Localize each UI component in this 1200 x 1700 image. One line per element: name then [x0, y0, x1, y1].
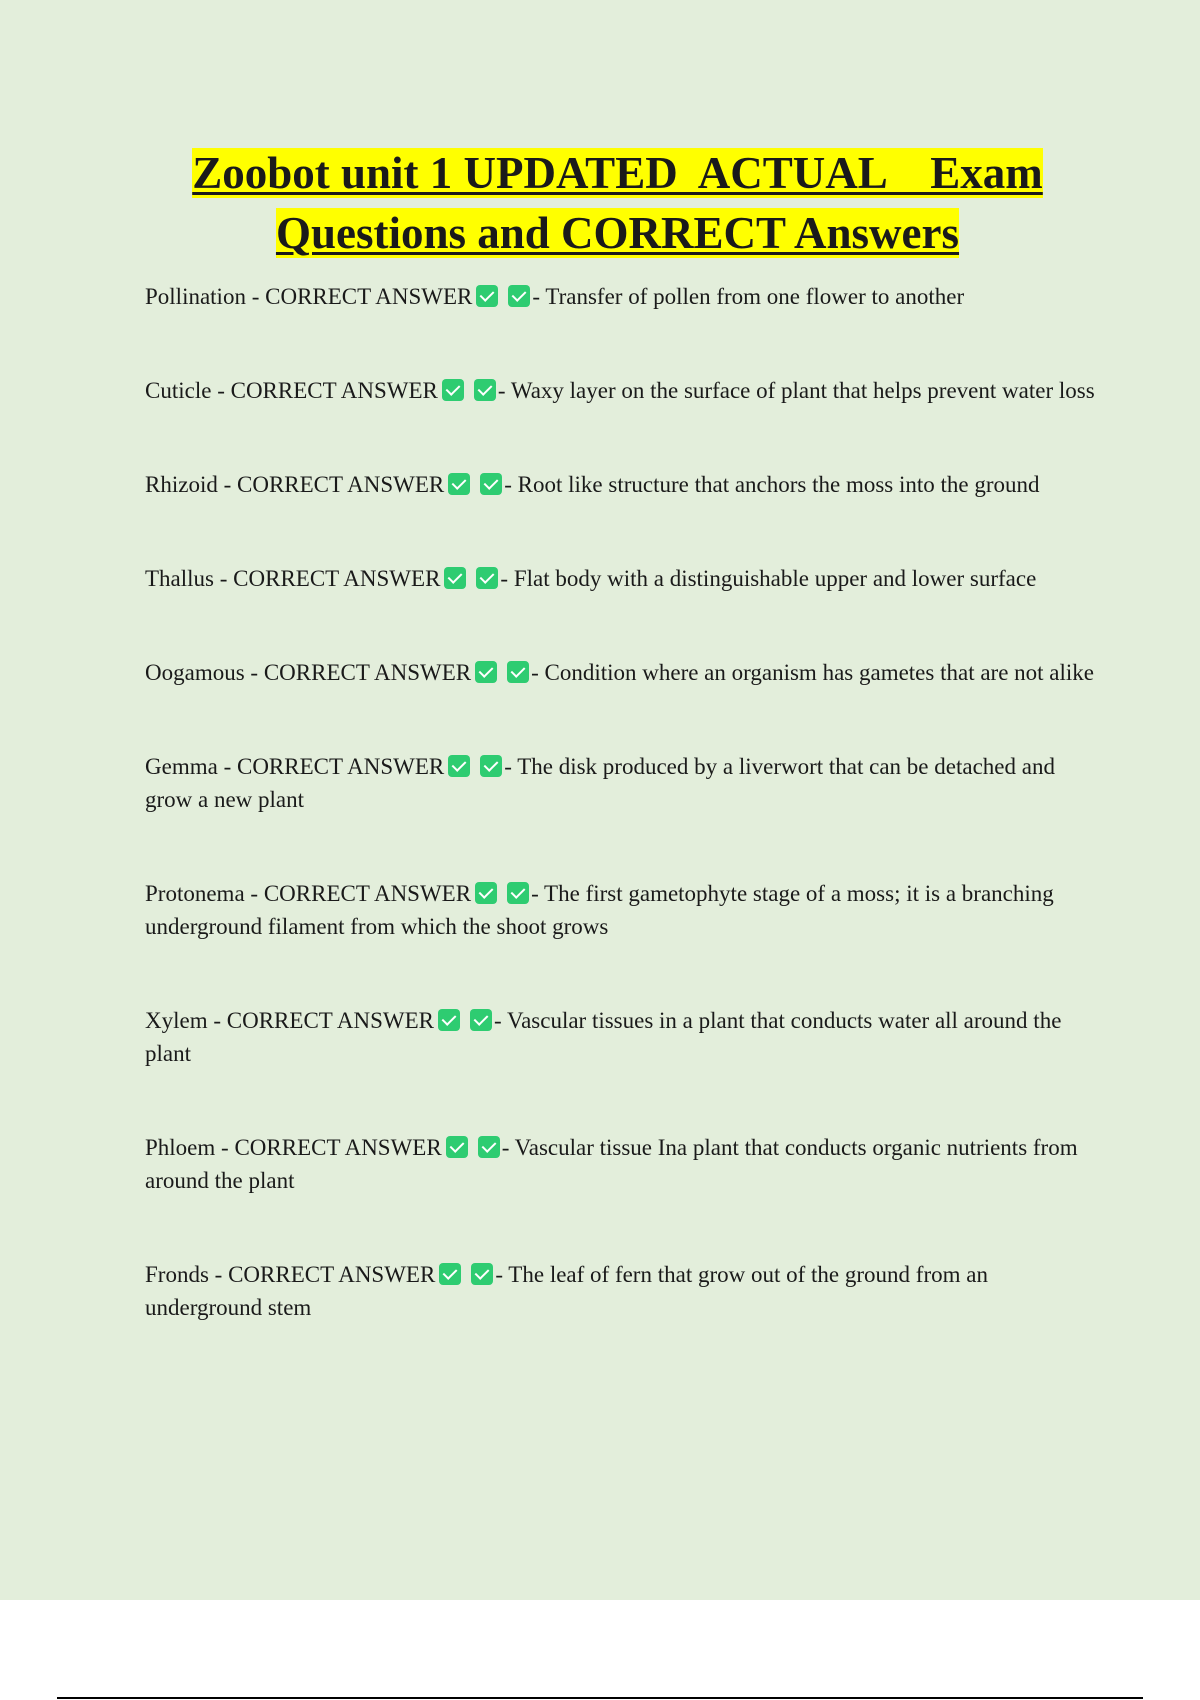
check-box-icon — [507, 661, 529, 683]
qa-connector: - CORRECT ANSWER — [217, 472, 445, 497]
qa-answer: - Condition where an organism has gametes that are not alike — [531, 660, 1094, 685]
check-box-icon — [442, 379, 464, 401]
qa-answer: - The leaf of fern that grow out of the ground from an underground stem — [145, 1262, 988, 1320]
qa-connector: - CORRECT ANSWER — [217, 754, 445, 779]
qa-answer: - Vascular tissues in a plant that conducts water all around the plant — [145, 1008, 1062, 1066]
qa-connector: - CORRECT ANSWER — [244, 660, 472, 685]
qa-answer: - Flat body with a distinguishable upper and lower surface — [500, 566, 1037, 591]
qa-answer: - The first gametophyte stage of a moss; it is a branching underground filament from which the shoot grows — [145, 881, 1054, 939]
qa-term: Thallus — [145, 566, 214, 591]
check-box-icon — [448, 755, 470, 777]
qa-item — [145, 877, 1105, 943]
qa-item — [145, 1258, 1105, 1324]
qa-item — [145, 374, 1105, 407]
qa-item — [145, 750, 1105, 816]
qa-connector: - CORRECT ANSWER — [211, 378, 438, 403]
check-box-icon — [439, 1263, 461, 1285]
qa-answer: - Vascular tissue Ina plant that conducts organic nutrients from around the plant — [145, 1135, 1078, 1193]
check-box-icon — [476, 567, 498, 589]
qa-term: Pollination — [145, 284, 246, 309]
qa-list — [145, 280, 1105, 1385]
qa-item — [145, 656, 1105, 689]
check-box-icon — [446, 1136, 468, 1158]
check-box-icon — [476, 285, 498, 307]
check-box-icon — [480, 755, 502, 777]
check-box-icon — [478, 1136, 500, 1158]
check-box-icon — [508, 285, 530, 307]
footer-divider — [57, 1697, 1143, 1699]
qa-term: Rhizoid — [145, 472, 218, 497]
qa-term: Protonema — [145, 881, 245, 906]
qa-term: Fronds — [145, 1262, 209, 1287]
qa-item — [145, 1004, 1105, 1070]
page-title — [140, 143, 1095, 263]
qa-item — [145, 562, 1105, 595]
check-box-icon — [475, 882, 497, 904]
qa-answer: - Transfer of pollen from one flower to another — [532, 284, 965, 309]
qa-connector: - CORRECT ANSWER — [207, 1008, 435, 1033]
qa-term: Gemma — [145, 754, 218, 779]
qa-connector: - CORRECT ANSWER — [215, 1135, 442, 1160]
check-box-icon — [438, 1009, 460, 1031]
qa-term: Oogamous — [145, 660, 245, 685]
check-box-icon — [448, 473, 470, 495]
qa-answer: - The disk produced by a liverwort that can be detached and grow a new plant — [145, 754, 1055, 812]
qa-answer: - Root like structure that anchors the moss into the ground — [504, 472, 1040, 497]
qa-item — [145, 1131, 1105, 1197]
qa-term: Phloem — [145, 1135, 216, 1160]
qa-term: Xylem — [145, 1008, 208, 1033]
check-box-icon — [470, 1009, 492, 1031]
title-line-2: Questions and CORRECT Answers — [275, 208, 960, 258]
check-box-icon — [507, 882, 529, 904]
qa-answer: - Waxy layer on the surface of plant that helps prevent water loss — [497, 378, 1095, 403]
title-line-1: Zoobot unit 1 UPDATED ACTUAL Exam — [192, 148, 1043, 198]
qa-connector: - CORRECT ANSWER — [208, 1262, 436, 1287]
title-text — [140, 143, 1095, 263]
qa-connector: - CORRECT ANSWER — [245, 284, 473, 309]
qa-term: Cuticle — [145, 378, 212, 403]
check-box-icon — [474, 379, 496, 401]
qa-connector: - CORRECT ANSWER — [244, 881, 472, 906]
check-box-icon — [475, 661, 497, 683]
qa-item — [145, 468, 1105, 501]
check-box-icon — [471, 1263, 493, 1285]
check-box-icon — [444, 567, 466, 589]
qa-item — [145, 280, 1105, 313]
check-box-icon — [480, 473, 502, 495]
qa-connector: - CORRECT ANSWER — [214, 566, 441, 591]
